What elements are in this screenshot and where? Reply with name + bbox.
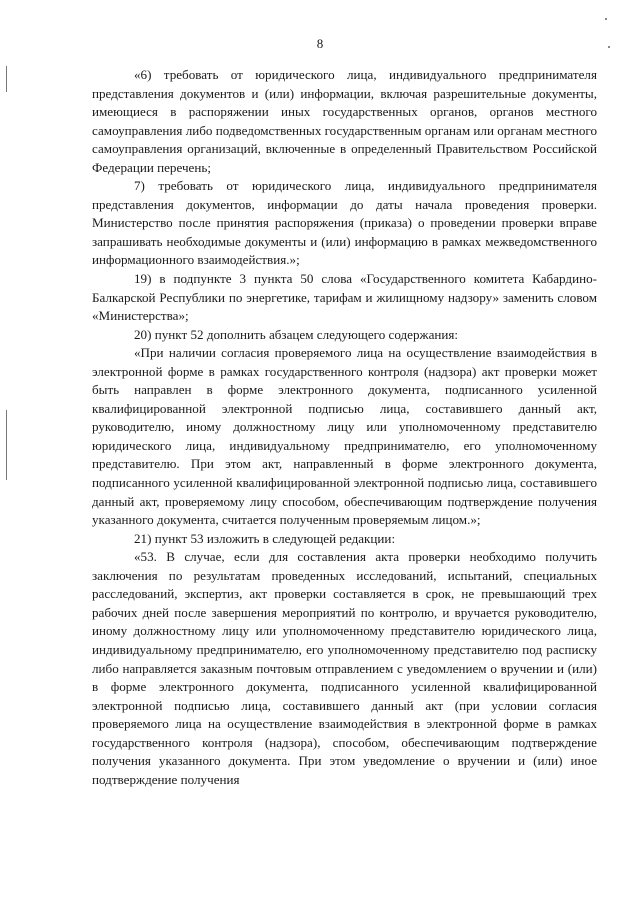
page-number: 8 xyxy=(316,36,324,51)
scan-artifact-mark xyxy=(6,410,7,480)
paragraph-subpoint-19: 19) в подпункте 3 пункта 50 слова «Государственного комитета Кабардино-Балкарской Республики по энергетике, тарифам и жилищному надзору» заменить словом «Министерства»; xyxy=(92,271,597,324)
scan-artifact-mark xyxy=(6,66,7,92)
scan-artifact-dot xyxy=(605,18,607,20)
document-body xyxy=(92,66,597,789)
paragraph-point-53: «53. В случае, если для составления акта проверки необходимо получить заключения по результатам проведенных исследований, испытаний, специальных расследований, экспертиз, акт проверки составляется в срок, не превышающий трех рабочих дней после завершения мероприятий по контролю, и вручается руководителю, иному должностному лицу или уполномоченному представителю юридического лица, индивидуальному предпринимателю, его уполномоченному представителю под расписку либо направляется заказным почтовым отправлением с уведомлением о вручении и (или) в форме электронного документа, подписанного усиленной квалифицированной электронной подписью лица, составившего данный акт (при условии согласия проверяемого лица на осуществление взаимодействия в электронной форме в рамках государственного контроля (надзора), способом, обеспечивающим подтверждение получения указанного документа. При этом уведомление о вручении и (или) иное подтверждение получения xyxy=(92,549,597,787)
paragraph-subpoint-20: 20) пункт 52 дополнить абзацем следующего содержания: xyxy=(134,326,459,342)
paragraph-item-6: «6) требовать от юридического лица, индивидуального предпринимателя представления документов и (или) информации, включая разрешительные документы, имеющиеся в распоряжении иных государственных органов, органов местного самоуправления либо подведомственных государственным органам или органам местного самоуправления организаций, включенные в определенный Правительством Российской Федерации перечень; xyxy=(92,67,597,175)
paragraph-item-7: 7) требовать от юридического лица, индивидуального предпринимателя представления документов, информации до даты начала проведения проверки. Министерство после принятия распоряжения (приказа) о проведении проверки вправе запрашивать необходимые документы и (или) информацию в рамках межведомственного информационного взаимодействия.»; xyxy=(92,178,597,268)
paragraph-quote-52: «При наличии согласия проверяемого лица на осуществление взаимодействия в электронной форме в рамках государственного контроля (надзора) акт проверки может быть направлен в форме электронного документа, подписанного усиленной квалифицированной электронной подписью лица, составившего данный акт, руководителю, иному должностному лицу или уполномоченному представителю юридического лица, индивидуальному предпринимателю, его уполномоченному представителю. При этом акт, направленный в форме электронного документа, подписанного усиленной квалифицированной электронной подписью лица, составившего данный акт, проверяемому лицу способом, обеспечивающим подтверждение получения указанного документа, считается полученным проверяемым лицом.»; xyxy=(92,345,597,528)
paragraph-subpoint-21: 21) пункт 53 изложить в следующей редакции: xyxy=(134,530,396,546)
